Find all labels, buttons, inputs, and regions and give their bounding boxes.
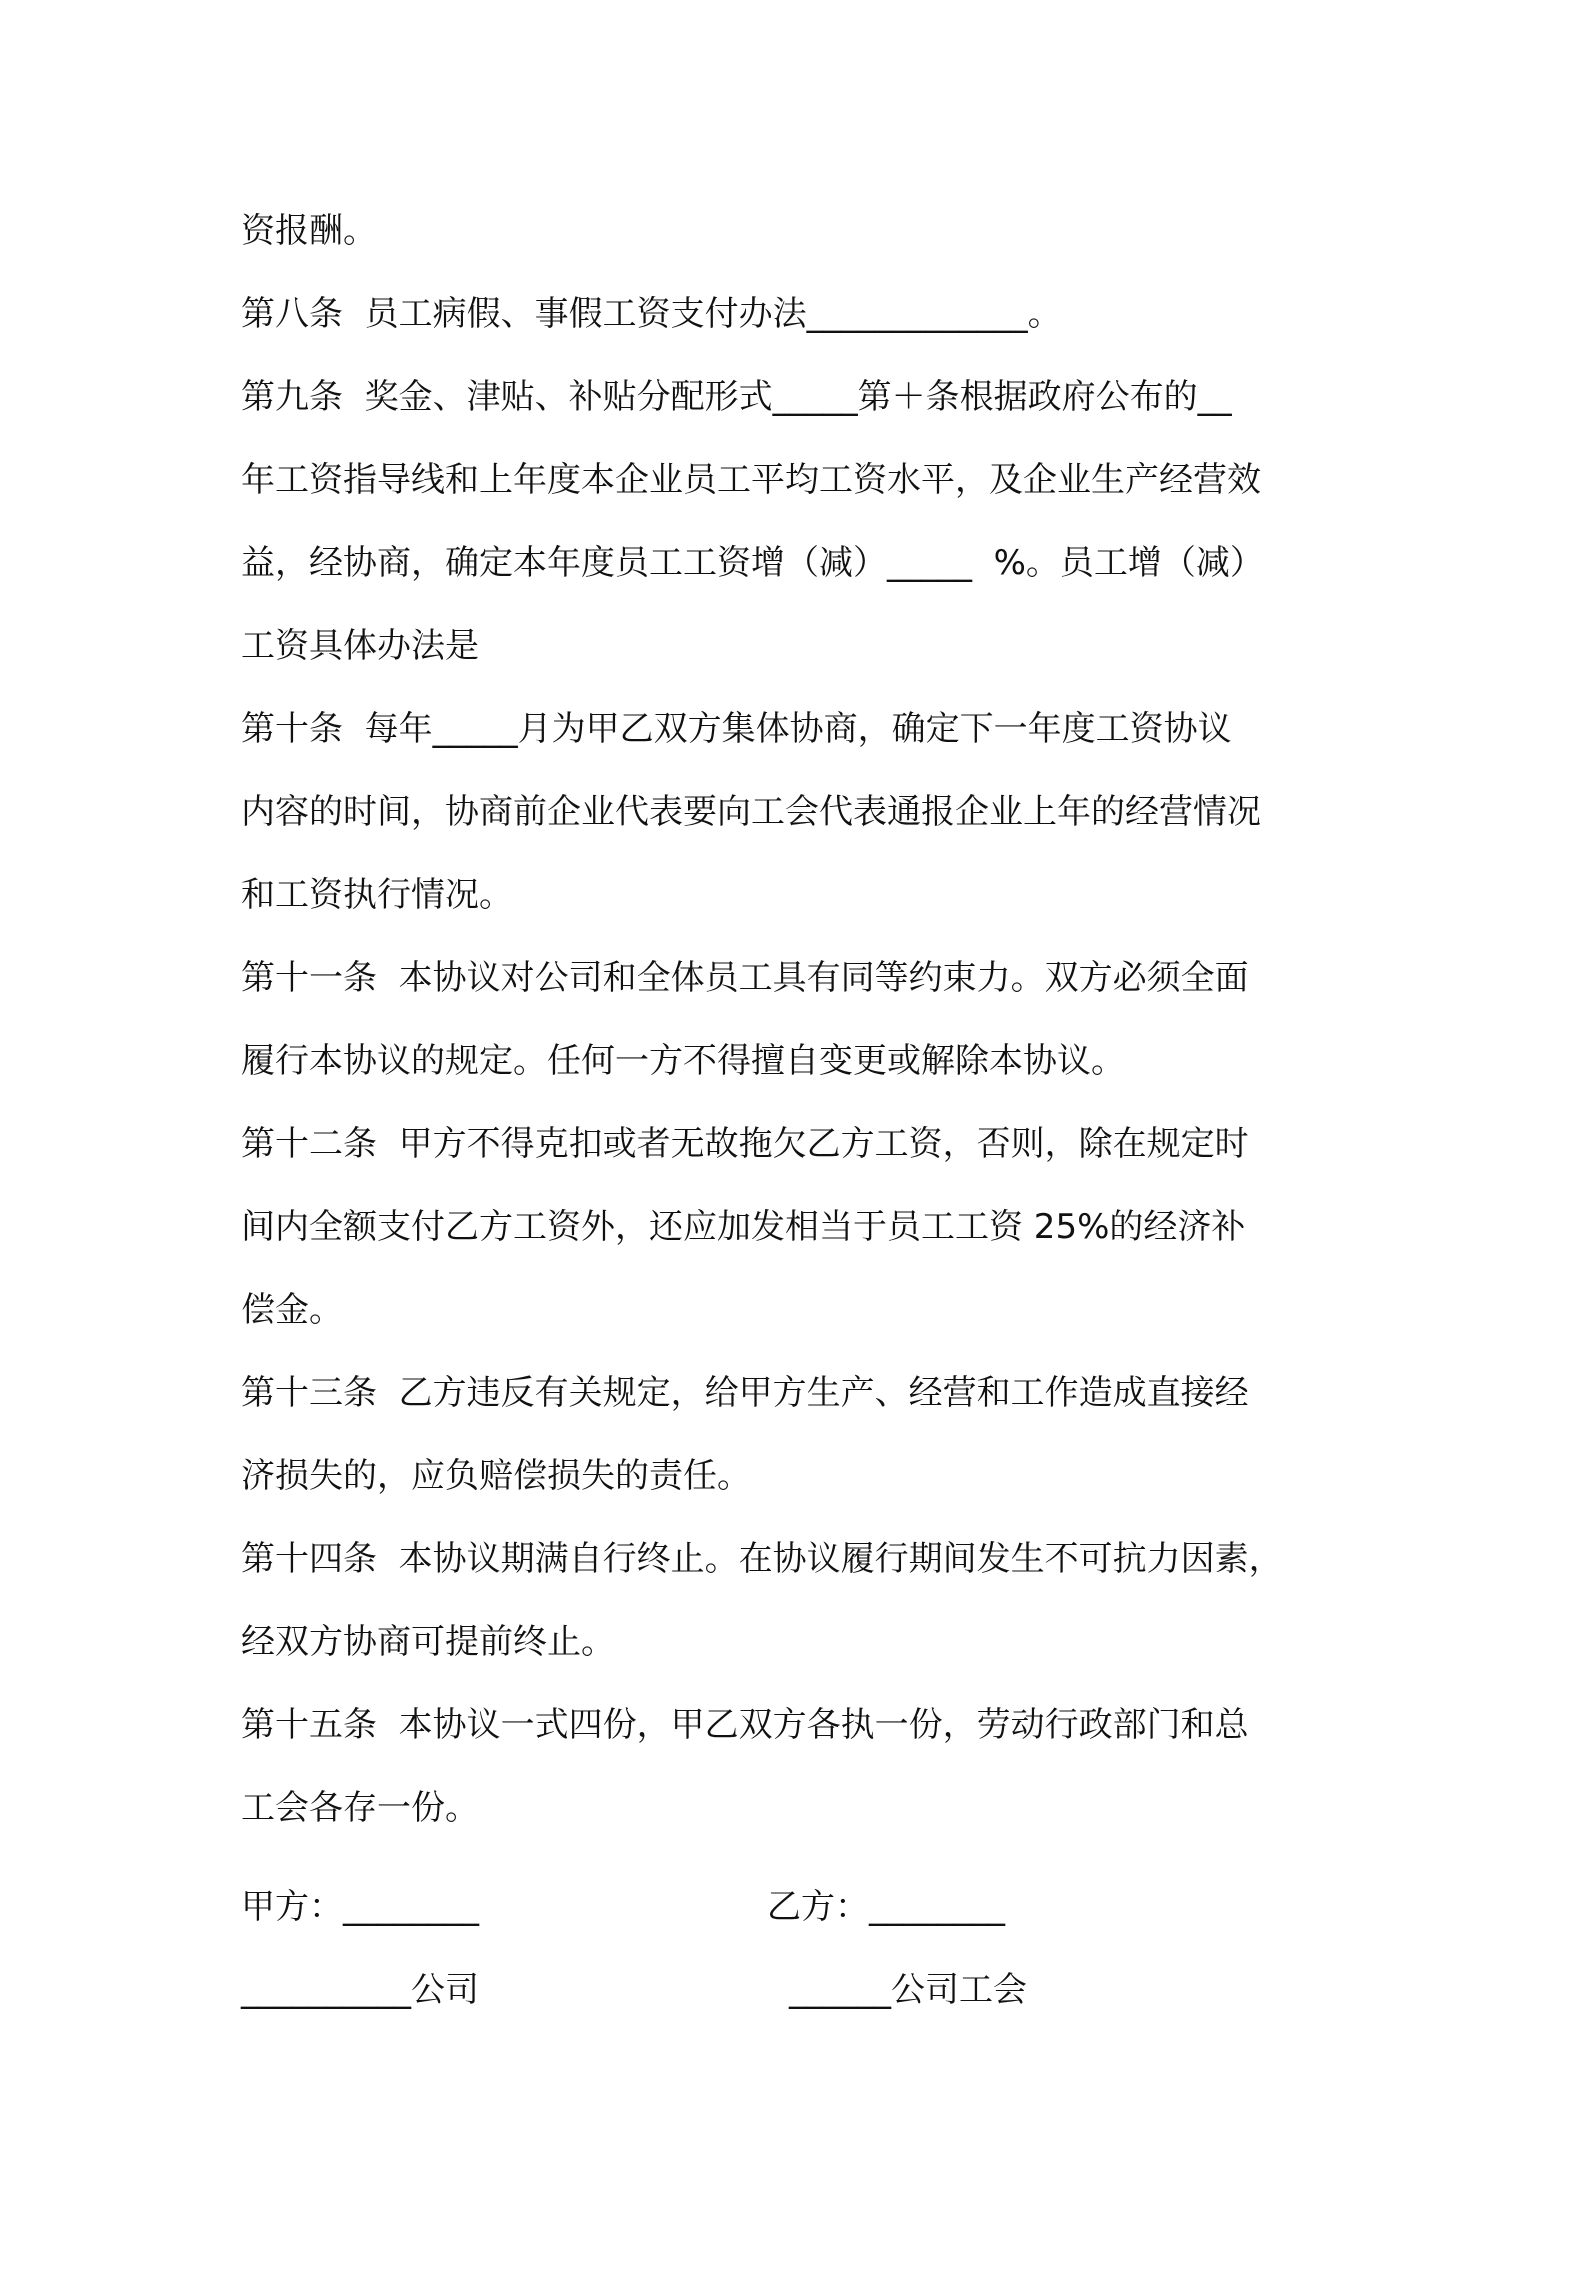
text-line: 间内全额支付乙方工资外，还应加发相当于员工工资 25%的经济补 (241, 1207, 1246, 1247)
text-line: 内容的时间，协商前企业代表要向工会代表通报企业上年的经营情况 (241, 792, 1261, 832)
party-a-label: 甲方：________ (241, 1887, 479, 1927)
party-b-label: 乙方：________ (767, 1887, 1005, 1927)
text-line: 履行本协议的规定。任何一方不得擅自变更或解除本协议。 (241, 1041, 1125, 1081)
text-line: 和工资执行情况。 (241, 875, 513, 915)
party-b-company: ______公司工会 (789, 1970, 1027, 2010)
contract-body (241, 190, 1371, 1850)
article-8-line: 第八条 员工病假、事假工资支付办法_____________。 (241, 294, 1062, 334)
party-a-company: __________公司 (241, 1970, 479, 2010)
article-9-line: 第九条 奖金、津贴、补贴分配形式_____第＋条根据政府公布的__ (241, 377, 1232, 417)
article-14-line: 第十四条 本协议期满自行终止。在协议履行期间发生不可抗力因素， (241, 1539, 1283, 1579)
text-line: 济损失的，应负赔偿损失的责任。 (241, 1456, 751, 1496)
text-line: 经双方协商可提前终止。 (241, 1622, 615, 1662)
text-line: 工资具体办法是 (241, 626, 479, 666)
signature-row (241, 1866, 1371, 1949)
text-line: 益，经协商，确定本年度员工工资增（减）_____ %。员工增（减） (241, 543, 1264, 583)
article-15-line: 第十五条 本协议一式四份，甲乙双方各执一份，劳动行政部门和总 (241, 1705, 1249, 1745)
text-line: 年工资指导线和上年度本企业员工平均工资水平，及企业生产经营效 (241, 460, 1261, 500)
text-line: 资报酬。 (241, 211, 377, 251)
article-13-line: 第十三条 乙方违反有关规定，给甲方生产、经营和工作造成直接经 (241, 1373, 1249, 1413)
text-line: 工会各存一份。 (241, 1788, 479, 1828)
article-10-line: 第十条 每年_____月为甲乙双方集体协商，确定下一年度工资协议 (241, 709, 1232, 749)
company-row (241, 1949, 1371, 2032)
text-line: 偿金。 (241, 1290, 343, 1330)
article-11-line: 第十一条 本协议对公司和全体员工具有同等约束力。双方必须全面 (241, 958, 1249, 998)
article-12-line: 第十二条 甲方不得克扣或者无故拖欠乙方工资，否则，除在规定时 (241, 1124, 1249, 1164)
